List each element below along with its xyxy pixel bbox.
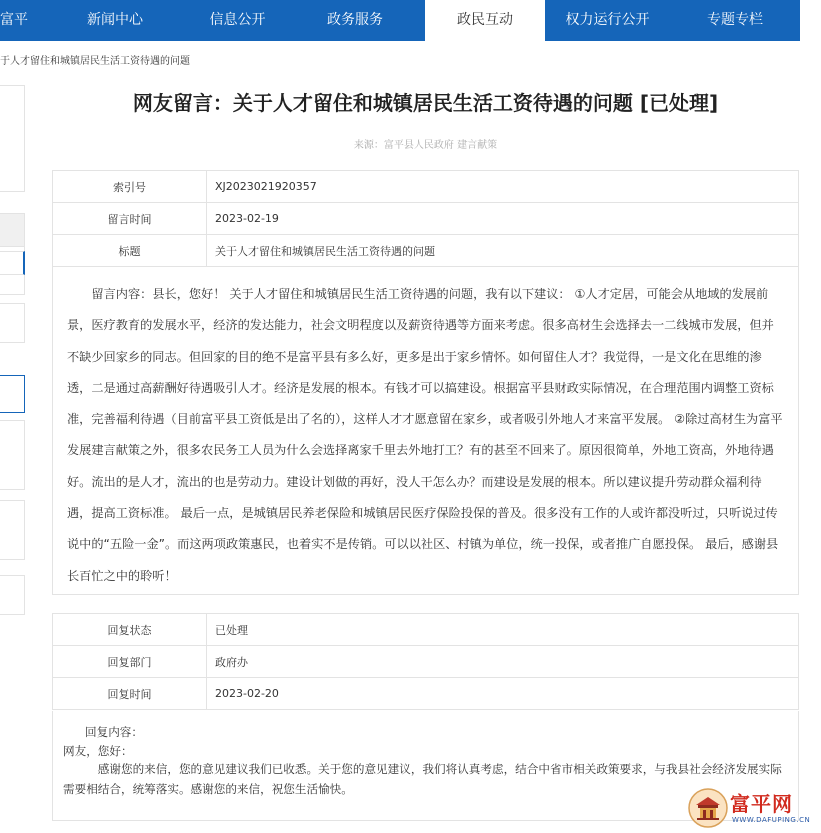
table-row xyxy=(53,678,799,710)
left-sidebar xyxy=(0,85,25,615)
reply-value: 2023-02-20 xyxy=(207,678,799,710)
reply-info-table xyxy=(52,613,799,710)
nav-item-news[interactable]: 新闻中心 xyxy=(87,12,143,28)
reply-body-text: 感谢您的来信，您的意见建议我们已收悉。关于您的意见建议，我们将认真考虑，结合中省市相关政策要求，与我县社会经济发展实际需要相结合，统筹落实。感谢您的来信，祝您生活愉快。 xyxy=(63,762,782,796)
nav-item-special-topics[interactable]: 专题专栏 xyxy=(707,12,763,28)
nav-item-interaction[interactable]: 政民互动 xyxy=(425,0,545,41)
reply-label: 回复部门 xyxy=(53,646,207,678)
nav-item-info-disclosure[interactable]: 信息公开 xyxy=(209,12,266,28)
info-label: 索引号 xyxy=(53,171,207,203)
source-line: 来源：富平县人民政府 建言献策 xyxy=(353,140,498,151)
nav-item-power-operation[interactable]: 权力运行公开 xyxy=(565,12,650,28)
sidebar-item[interactable] xyxy=(0,251,25,275)
table-row xyxy=(53,614,799,646)
table-row xyxy=(53,203,799,235)
logo-url: WWW.DAFUPING.CN xyxy=(732,816,811,824)
site-logo xyxy=(688,788,818,830)
nav-item-government-services[interactable]: 政务服务 xyxy=(327,12,383,28)
reply-value: 政府办 xyxy=(207,646,799,678)
table-row xyxy=(53,646,799,678)
reply-content xyxy=(52,711,799,821)
table-row xyxy=(53,171,799,203)
logo-text: 富平网 xyxy=(730,792,793,816)
message-info-table xyxy=(52,170,799,267)
nav-item-fuping[interactable]: 富平 xyxy=(0,12,28,28)
message-content: 留言内容：县长，您好！ 关于人才留住和城镇居民生活工资待遇的问题，我有以下建议： ①人才定居，可能会从地域的发展前景，医疗教育的发展水平，经济的发达能力，社会文明程度以及薪资待遇等方面来考虑。很多高材生会选择去一二线城市发展，但并不缺少回家乡的同志。但回家的目的绝不是富平县有多么好，更多是出于家乡情怀。如何留住人才？我觉得，一是文化在思维的渗透，二是通过高薪酬好待遇吸引人才。经济是发展的根本。有钱才可以搞建设。根据富平县财政实际情况，在合理范围内调整工资标准，完善福利待遇（目前富平县工资低是出了名的），这样人才才愿意留在家乡，或者吸引外地人才来富平发展。 ②除过高材生为富平发展建言献策之外，很多农民务工人员为什么会选择离家千里去外地打工？有的甚至不回来了。原因很简单，外地工资高，外地待遇好。流出的是人才，流出的也是劳动力。建设计划做的再好，没人干怎么办？而建设是发展的根本。所以建议提升劳动群众福利待遇，提高工资标准。 最后一点，是城镇居民养老保险和城镇居民医疗保险投保的普及。很多没有工作的人或许都没听过，只听说过传说中的“五险一金”。而这两项政策惠民，也着实不是传销。可以以社区、村镇为单位，统一投保，或者推广自愿投保。 最后，感谢县长百忙之中的聆听！ xyxy=(52,267,799,595)
sidebar-block xyxy=(0,500,25,560)
reply-greeting: 网友，您好： xyxy=(63,744,133,758)
sidebar-block xyxy=(0,420,25,490)
info-value: 关于人才留住和城镇居民生活工资待遇的问题 xyxy=(207,235,799,267)
sidebar-item[interactable] xyxy=(0,375,25,413)
info-label: 留言时间 xyxy=(53,203,207,235)
sidebar-block xyxy=(0,85,25,192)
sidebar-item[interactable] xyxy=(0,213,25,247)
reply-label: 回复状态 xyxy=(53,614,207,646)
building-icon xyxy=(688,788,728,828)
table-row xyxy=(53,235,799,267)
sidebar-block xyxy=(0,303,25,343)
reply-label: 回复时间 xyxy=(53,678,207,710)
sidebar-block xyxy=(0,575,25,615)
info-value: XJ2023021920357 xyxy=(207,171,799,203)
page-title: 网友留言：关于人才留住和城镇居民生活工资待遇的问题 [已处理] xyxy=(132,91,719,115)
reply-value: 已处理 xyxy=(207,614,799,646)
reply-content-label: 回复内容： xyxy=(85,725,143,739)
breadcrumb: 于人才留住和城镇居民生活工资待遇的问题 xyxy=(0,56,190,67)
info-value: 2023-02-19 xyxy=(207,203,799,235)
info-label: 标题 xyxy=(53,235,207,267)
top-nav xyxy=(0,0,800,41)
